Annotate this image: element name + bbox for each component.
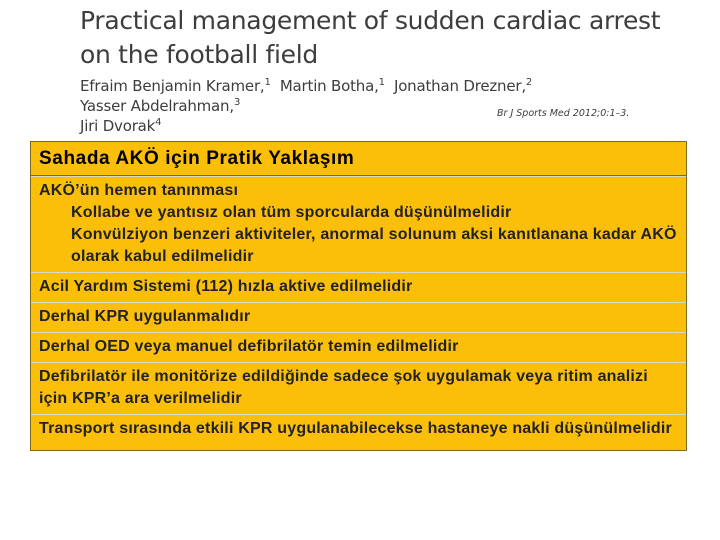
summary-box bbox=[30, 141, 687, 451]
section-cpr: Derhal KPR uygulanmalıdır bbox=[31, 302, 686, 332]
author bbox=[80, 97, 240, 115]
journal-citation: Br J Sports Med 2012;0:1–3. bbox=[497, 108, 630, 119]
author-name: Jiri Dvorak bbox=[80, 117, 156, 135]
author-name: Yasser Abdelrahman, bbox=[80, 97, 234, 115]
box-title: Sahada AKÖ için Pratik Yaklaşım bbox=[31, 142, 686, 176]
section-title: AKÖ’ün hemen tanınması bbox=[39, 182, 239, 199]
affiliation-number: 2 bbox=[525, 77, 533, 88]
affiliation-number: 4 bbox=[155, 117, 162, 128]
section-shock-analysis: Defibrilatör ile monitörize edildiğinde sadece şok uygulamak veya ritim analizi için KPR’a ara verilmelidir bbox=[31, 362, 686, 414]
section-defibrillator: Derhal OED veya manuel defibrilatör temin edilmelidir bbox=[31, 332, 686, 362]
affiliation-number: 1 bbox=[264, 77, 271, 88]
author-name: Efraim Benjamin Kramer, bbox=[80, 77, 265, 95]
author bbox=[80, 77, 271, 95]
sub-item: Kollabe ve yantısız olan tüm sporcularda düşünülmelidir bbox=[71, 204, 512, 221]
affiliation-number: 3 bbox=[233, 97, 241, 108]
author bbox=[280, 77, 385, 95]
author-name: Jonathan Drezner, bbox=[393, 77, 526, 95]
sub-item: Konvülziyon benzeri aktiviteler, anormal solunum aksi kanıtlanana kadar AKÖ olarak kabul edilmelidir bbox=[71, 226, 677, 265]
affiliation-number: 1 bbox=[378, 77, 385, 88]
section-ems: Acil Yardım Sistemi (112) hızla aktive edilmelidir bbox=[31, 272, 686, 302]
paper-title: Practical management of sudden cardiac arrest on the football field bbox=[80, 6, 661, 69]
section-transport: Transport sırasında etkili KPR uygulanabilecekse hastaneye nakli düşünülmelidir bbox=[31, 414, 686, 450]
author bbox=[394, 77, 532, 95]
author bbox=[80, 117, 161, 135]
author-name: Martin Botha, bbox=[279, 77, 379, 95]
section-recognition bbox=[31, 176, 686, 272]
author-list bbox=[80, 76, 680, 136]
